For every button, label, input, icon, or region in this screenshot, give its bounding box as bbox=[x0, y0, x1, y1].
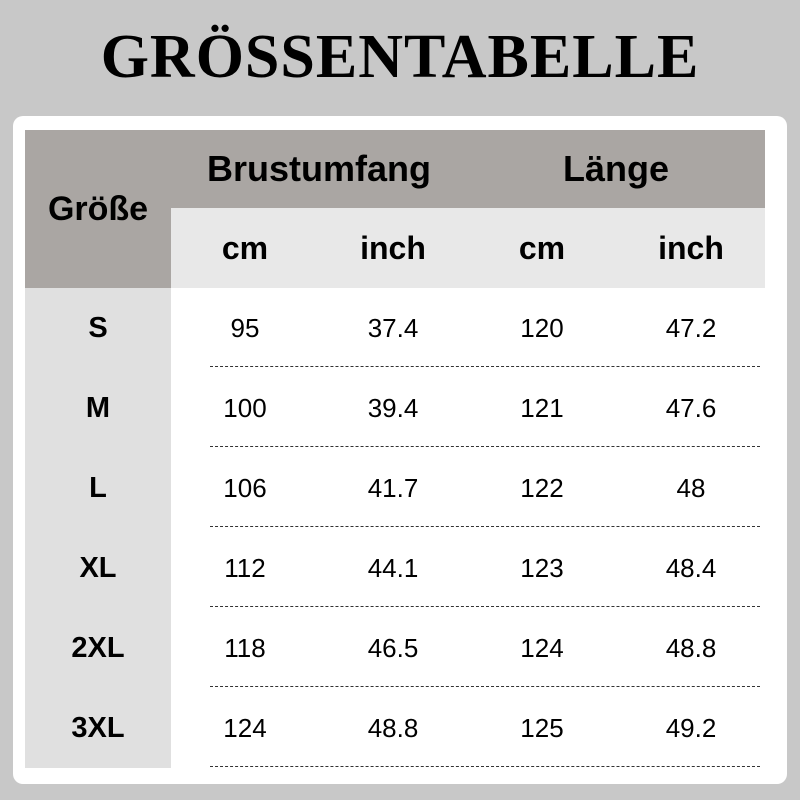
group-header-chest: Brustumfang bbox=[171, 130, 467, 208]
length-cm-cell: 124 bbox=[520, 632, 564, 663]
length-cm-cell: 123 bbox=[520, 552, 564, 583]
length-cm-cell: 120 bbox=[520, 312, 564, 343]
size-column-header: Größe bbox=[25, 130, 171, 288]
size-label: S bbox=[88, 311, 108, 344]
chest-inch-cell: 48.8 bbox=[367, 712, 419, 743]
chest-inch-cell: 37.4 bbox=[367, 312, 419, 343]
length-inch-cell: 47.6 bbox=[665, 392, 717, 423]
group-header-length: Länge bbox=[467, 130, 765, 208]
chest-cm-cell: 112 bbox=[224, 552, 266, 583]
row-divider bbox=[210, 366, 760, 367]
chest-cm-cell: 95 bbox=[230, 312, 260, 343]
row-divider bbox=[210, 766, 760, 767]
chest-cm-cell: 124 bbox=[223, 712, 267, 743]
size-label: L bbox=[89, 471, 107, 504]
length-inch-cell: 47.2 bbox=[665, 312, 717, 343]
row-divider bbox=[210, 446, 760, 447]
row-divider bbox=[210, 526, 760, 527]
length-cm-cell: 121 bbox=[520, 392, 564, 423]
chest-inch-cell: 46.5 bbox=[367, 632, 419, 663]
chest-cm-cell: 100 bbox=[223, 392, 267, 423]
chest-inch-cell: 39.4 bbox=[367, 392, 419, 423]
size-label: M bbox=[85, 391, 111, 424]
row-divider bbox=[210, 606, 760, 607]
chest-cm-cell: 106 bbox=[223, 472, 267, 503]
size-label: 2XL bbox=[71, 631, 125, 664]
row-divider bbox=[210, 686, 760, 687]
length-cm-cell: 122 bbox=[520, 472, 564, 503]
length-inch-cell: 48.4 bbox=[665, 552, 717, 583]
chest-inch-cell: 41.7 bbox=[367, 472, 419, 503]
page-title: GRÖSSENTABELLE bbox=[100, 23, 700, 91]
size-label: XL bbox=[79, 551, 117, 584]
chest-cm-cell: 118 bbox=[224, 632, 266, 663]
unit-header-chest-cm: cm bbox=[171, 208, 319, 288]
length-cm-cell: 125 bbox=[520, 712, 564, 743]
size-label: 3XL bbox=[71, 711, 125, 744]
chest-inch-cell: 44.1 bbox=[367, 552, 419, 583]
unit-header-chest-inch: inch bbox=[319, 208, 467, 288]
size-table-card bbox=[13, 116, 787, 784]
unit-header-length-inch: inch bbox=[617, 208, 765, 288]
unit-header-length-cm: cm bbox=[467, 208, 617, 288]
length-inch-cell: 48 bbox=[676, 472, 706, 503]
length-inch-cell: 48.8 bbox=[665, 632, 717, 663]
length-inch-cell: 49.2 bbox=[665, 712, 717, 743]
